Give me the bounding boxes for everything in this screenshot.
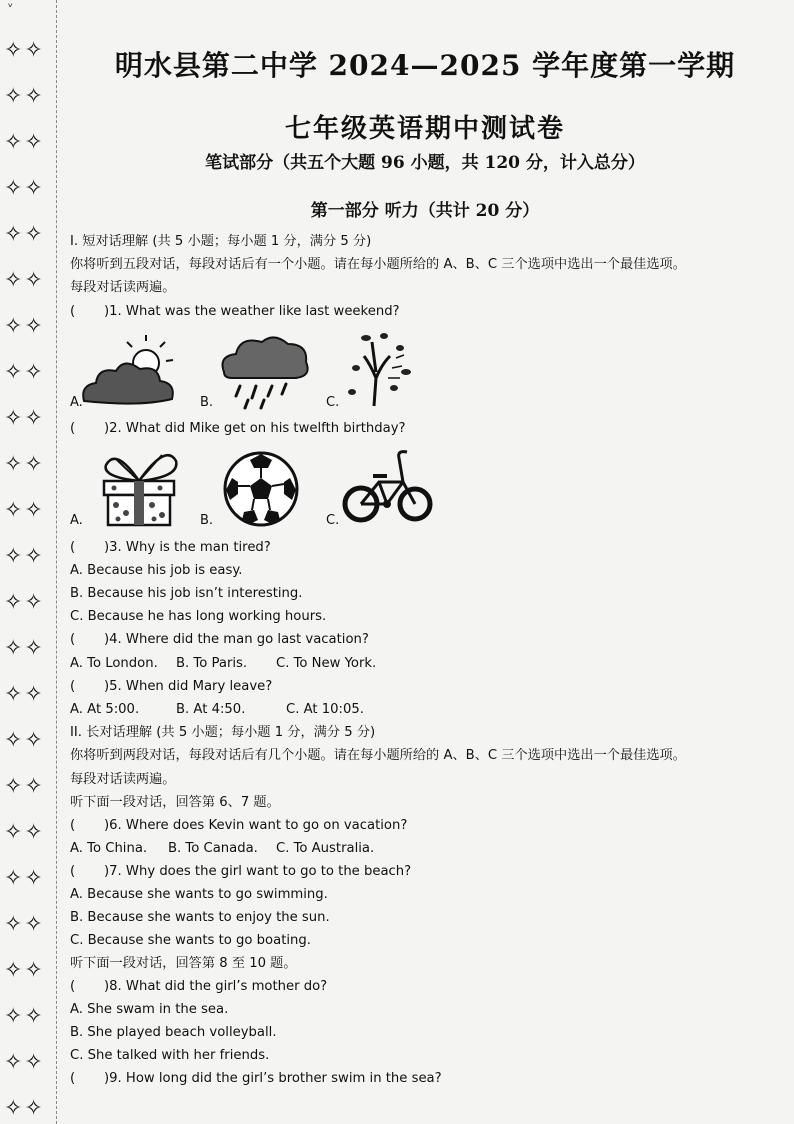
option-b: B. To Canada.	[168, 841, 258, 856]
answer-blank[interactable]: (	[70, 632, 76, 647]
answer-blank[interactable]: (	[70, 679, 76, 694]
margin-star-icon: ✧✧	[4, 406, 45, 431]
margin-star-icon: ✧✧	[4, 38, 45, 63]
margin-star-icon: ✧✧	[4, 774, 45, 799]
option-b: B. Because she wants to enjoy the sun.	[70, 910, 330, 925]
gift-box-icon	[96, 447, 182, 529]
margin-star-icon: ✧✧	[4, 1096, 45, 1121]
option-c: C. Because he has long working hours.	[70, 609, 327, 624]
option-a: A. Because his job is easy.	[70, 563, 243, 578]
option-c: C. At 10:05.	[286, 702, 364, 717]
margin-star-icon: ✧✧	[4, 544, 45, 569]
question-2	[70, 420, 782, 438]
margin-star-icon: ✧✧	[4, 1004, 45, 1029]
sun-cloud-icon	[80, 335, 180, 410]
exam-subject-title: 七年级英语期中测试卷	[284, 114, 565, 144]
option-a: A. To China.	[70, 841, 148, 856]
question-6	[70, 817, 782, 835]
question-3	[70, 539, 782, 557]
option-label: A.	[70, 395, 83, 410]
question-4	[70, 631, 782, 649]
option-c: C. To Australia.	[276, 841, 375, 856]
option-b: B. To Paris.	[176, 656, 248, 671]
soccer-ball-icon	[222, 450, 300, 528]
question-text: )2. What did Mike get on his twelfth birthday?	[104, 421, 406, 436]
binding-margin	[0, 0, 57, 1124]
part-title: 第一部分 听力（共计 20 分）	[310, 201, 540, 221]
margin-star-icon: ✧✧	[4, 268, 45, 293]
margin-star-icon: ✧✧	[4, 1050, 45, 1075]
margin-star-icon: ✧✧	[4, 682, 45, 707]
answer-blank[interactable]: (	[70, 864, 76, 879]
margin-star-icon: ✧✧	[4, 84, 45, 109]
dialogue-group-note: 听下面一段对话，回答第 6、7 题。	[70, 795, 280, 810]
margin-star-icon: ✧✧	[4, 222, 45, 247]
options-row	[70, 701, 782, 719]
section2-heading: II. 长对话理解 (共 5 小题；每小题 1 分，满分 5 分)	[70, 725, 376, 740]
margin-star-icon: ✧✧	[4, 498, 45, 523]
question-text: )7. Why does the girl want to go to the beach?	[104, 864, 412, 879]
margin-star-icon: ✧✧	[4, 820, 45, 845]
question-text: )8. What did the girl’s mother do?	[104, 979, 328, 994]
question-9	[70, 1070, 782, 1088]
answer-blank[interactable]: (	[70, 979, 76, 994]
option-a: A. At 5:00.	[70, 702, 140, 717]
section1-instruction: 你将听到五段对话，每段对话后有一个小题。请在每小题所给的 A、B、C 三个选项中选出一个最佳选项。	[70, 257, 686, 272]
question-1	[70, 303, 782, 321]
margin-star-icon: ✧✧	[4, 912, 45, 937]
margin-tick-icon: ᵛ	[8, 0, 14, 14]
margin-star-icon: ✧✧	[4, 958, 45, 983]
question-text: )6. Where does Kevin want to go on vacation?	[104, 818, 408, 833]
option-c: C. To New York.	[276, 656, 377, 671]
question-text: )4. Where did the man go last vacation?	[104, 632, 369, 647]
question-5	[70, 678, 782, 696]
margin-star-icon: ✧✧	[4, 314, 45, 339]
option-c: C. Because she wants to go boating.	[70, 933, 311, 948]
windy-tree-icon	[344, 328, 414, 408]
margin-star-icon: ✧✧	[4, 866, 45, 891]
question-text: )1. What was the weather like last weekend?	[104, 304, 400, 319]
exam-subtitle: 笔试部分（共五个大题 96 小题，共 120 分，计入总分）	[205, 153, 645, 173]
options-row	[70, 840, 782, 858]
option-b: B. At 4:50.	[176, 702, 246, 717]
dialogue-group-note: 听下面一段对话，回答第 8 至 10 题。	[70, 956, 297, 971]
margin-star-icon: ✧✧	[4, 176, 45, 201]
section1-heading: I. 短对话理解 (共 5 小题；每小题 1 分，满分 5 分)	[70, 234, 372, 249]
margin-star-icon: ✧✧	[4, 360, 45, 385]
margin-star-icon: ✧✧	[4, 590, 45, 615]
answer-blank[interactable]: (	[70, 1071, 76, 1086]
option-a: A. Because she wants to go swimming.	[70, 887, 328, 902]
bicycle-icon	[343, 446, 433, 526]
margin-star-icon: ✧✧	[4, 452, 45, 477]
rain-cloud-icon	[218, 332, 313, 412]
exam-title: 明水县第二中学 2024—2025 学年度第一学期	[114, 49, 736, 82]
question-text: )9. How long did the girl’s brother swim in the sea?	[104, 1071, 442, 1086]
option-label: C.	[326, 395, 340, 410]
answer-blank[interactable]: (	[70, 421, 76, 436]
options-row	[70, 655, 782, 673]
option-label: B.	[200, 395, 214, 410]
margin-star-icon: ✧✧	[4, 636, 45, 661]
section2-instruction: 你将听到两段对话，每段对话后有几个小题。请在每小题所给的 A、B、C 三个选项中选出一个最佳选项。	[70, 748, 686, 763]
question-text: )3. Why is the man tired?	[104, 540, 271, 555]
option-c: C. She talked with her friends.	[70, 1048, 270, 1063]
option-label: C.	[326, 513, 340, 528]
section1-instruction: 每段对话读两遍。	[70, 280, 176, 295]
section2-instruction: 每段对话读两遍。	[70, 772, 176, 787]
question-8	[70, 978, 782, 996]
option-b: B. Because his job isn’t interesting.	[70, 586, 303, 601]
question-7	[70, 863, 782, 881]
option-a: A. She swam in the sea.	[70, 1002, 229, 1017]
margin-star-icon: ✧✧	[4, 728, 45, 753]
question-text: )5. When did Mary leave?	[104, 679, 273, 694]
answer-blank[interactable]: (	[70, 304, 76, 319]
answer-blank[interactable]: (	[70, 540, 76, 555]
margin-star-icon: ✧✧	[4, 130, 45, 155]
answer-blank[interactable]: (	[70, 818, 76, 833]
option-label: B.	[200, 513, 214, 528]
option-label: A.	[70, 513, 83, 528]
option-a: A. To London.	[70, 656, 158, 671]
option-b: B. She played beach volleyball.	[70, 1025, 277, 1040]
